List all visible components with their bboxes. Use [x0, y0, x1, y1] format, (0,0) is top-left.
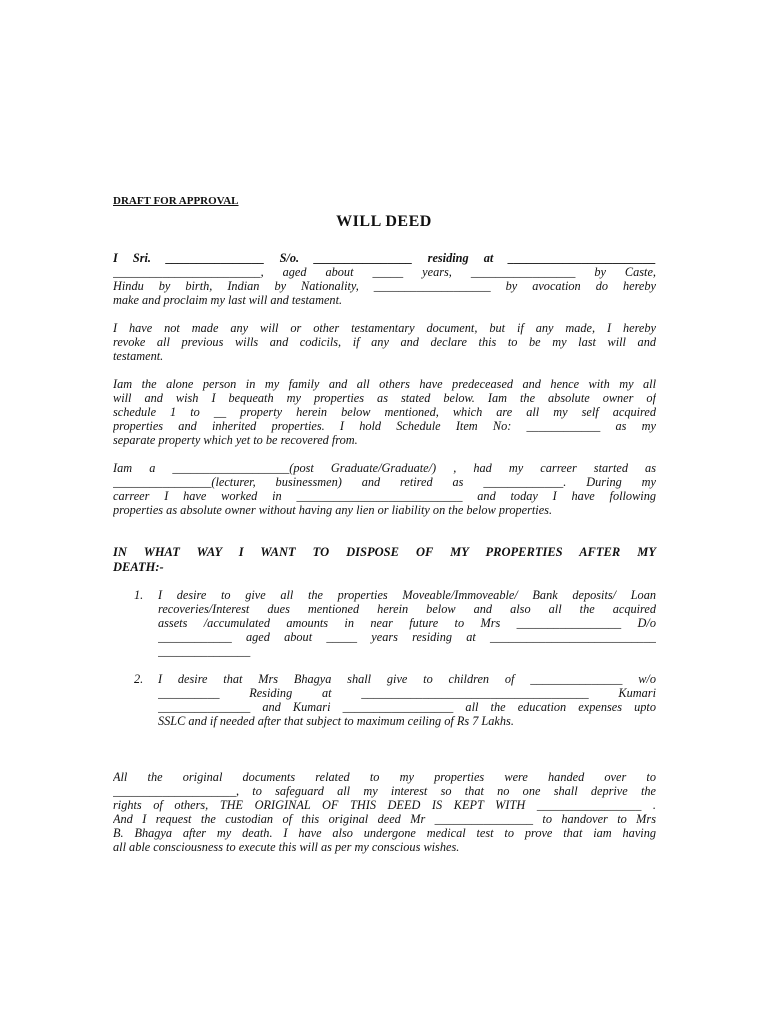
- para5-line: all able consciousness to execute this will as per my conscious wishes.: [113, 840, 460, 854]
- para3-line: properties and inherited properties. I hold Schedule Item No: ____________ as my: [113, 419, 656, 433]
- item1-line: recoveries/Interest dues mentioned herein below and also all the acquired: [158, 602, 656, 616]
- para1-line: Hindu by birth, Indian by Nationality, ___________________ by avocation do hereby: [113, 279, 656, 293]
- item1-line: _______________: [158, 644, 251, 658]
- para5-line: And I request the custodian of this original deed Mr ________________ to handover to Mrs: [113, 812, 656, 826]
- para3-line: separate property which yet to be recovered from.: [113, 433, 358, 447]
- para1-line: ________________________, aged about _____ years, _________________ by Caste,: [113, 265, 656, 279]
- para5-line: All the original documents related to my properties were handed over to: [113, 770, 656, 784]
- para1-line: I Sri. ________________ S/o. ________________ residing at ________________________: [113, 251, 656, 265]
- section-heading-cont: DEATH:-: [113, 560, 164, 574]
- para1-line: make and proclaim my last will and testament.: [113, 293, 343, 307]
- item2-line: I desire that Mrs Bhagya shall give to children of _______________ w/o: [158, 672, 656, 686]
- para4-line: properties as absolute owner without having any lien or liability on the below properties.: [113, 503, 553, 517]
- para5-line: ____________________, to safeguard all my interest so that no one shall deprive the: [113, 784, 656, 798]
- item1-line: ____________ aged about _____ years residing at ___________________________: [158, 630, 656, 644]
- para4-line: carreer I have worked in ___________________________ and today I have following: [113, 489, 656, 503]
- para2-line: testament.: [113, 349, 164, 363]
- para5-line: rights of others, THE ORIGINAL OF THIS DEED IS KEPT WITH _________________ .: [113, 798, 656, 812]
- para3-line: Iam the alone person in my family and all others have predeceased and hence with my all: [113, 377, 656, 391]
- item-number: 1.: [134, 588, 144, 602]
- item1-line: I desire to give all the properties Moveable/Immoveable/ Bank deposits/ Loan: [158, 588, 656, 602]
- draft-label: DRAFT FOR APPROVAL: [113, 195, 239, 207]
- item2-line: _______________ and Kumari __________________ all the education expenses upto: [158, 700, 656, 714]
- para5-line: B. Bhagya after my death. I have also undergone medical test to prove that iam having: [113, 826, 656, 840]
- para2-line: revoke all previous wills and codicils, if any and declare this to be my last will and: [113, 335, 656, 349]
- para3-line: schedule 1 to __ property herein below mentioned, which are all my self acquired: [113, 405, 656, 419]
- document-title: WILL DEED: [336, 213, 432, 230]
- para2-line: I have not made any will or other testamentary document, but if any made, I hereby: [113, 321, 656, 335]
- section-heading: IN WHAT WAY I WANT TO DISPOSE OF MY PROPERTIES AFTER MY: [113, 545, 656, 559]
- para4-line: ________________(lecturer, businessmen) and retired as _____________. During my: [113, 475, 656, 489]
- para4-line: Iam a ___________________(post Graduate/Graduate/) , had my carreer started as: [113, 461, 656, 475]
- para3-line: will and wish I bequeath my properties as stated below. Iam the absolute owner of: [113, 391, 656, 405]
- item1-line: assets /accumulated amounts in near future to Mrs _________________ D/o: [158, 616, 656, 630]
- item-number: 2.: [134, 672, 144, 686]
- item2-line: SSLC and if needed after that subject to maximum ceiling of Rs 7 Lakhs.: [158, 714, 514, 728]
- item2-line: __________ Residing at _____________________________________ Kumari: [158, 686, 656, 700]
